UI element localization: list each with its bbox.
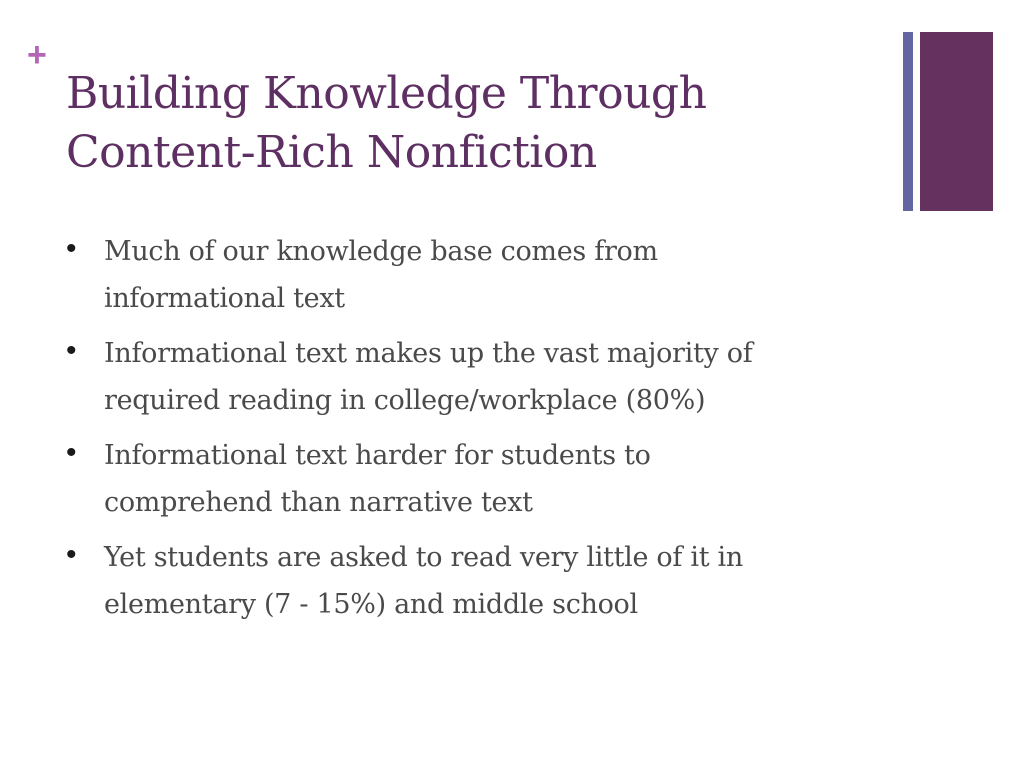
bullet-item-2	[66, 330, 886, 424]
corner-decoration	[903, 32, 993, 211]
bullet-item-1	[66, 228, 886, 322]
bullet-line: Informational text makes up the vast majority of	[104, 338, 753, 369]
bullet-line: required reading in college/workplace (80%)	[104, 385, 706, 416]
bullet-text	[104, 432, 886, 526]
title-line-1: Building Knowledge Through	[66, 68, 707, 119]
bullet-list	[66, 228, 886, 636]
bullet-text	[104, 534, 886, 628]
bullet-dot-icon: •	[66, 232, 77, 265]
bullet-dot-icon: •	[66, 334, 77, 367]
bullet-item-4	[66, 534, 886, 628]
bullet-text	[104, 228, 886, 322]
bullet-text	[104, 330, 886, 424]
bullet-line: Yet students are asked to read very little of it in	[104, 542, 743, 573]
plus-icon: +	[27, 36, 47, 74]
bullet-dot-icon: •	[66, 436, 77, 469]
bullet-line: Informational text harder for students to	[104, 440, 651, 471]
slide-title	[66, 64, 866, 182]
bullet-line: elementary (7 - 15%) and middle school	[104, 589, 638, 620]
accent-bar-thin	[903, 32, 913, 211]
bullet-line: informational text	[104, 283, 345, 314]
title-line-2: Content-Rich Nonfiction	[66, 127, 597, 178]
bullet-line: Much of our knowledge base comes from	[104, 236, 658, 267]
bullet-line: comprehend than narrative text	[104, 487, 533, 518]
bullet-dot-icon: •	[66, 538, 77, 571]
bullet-item-3	[66, 432, 886, 526]
accent-bar-thick	[920, 32, 993, 211]
